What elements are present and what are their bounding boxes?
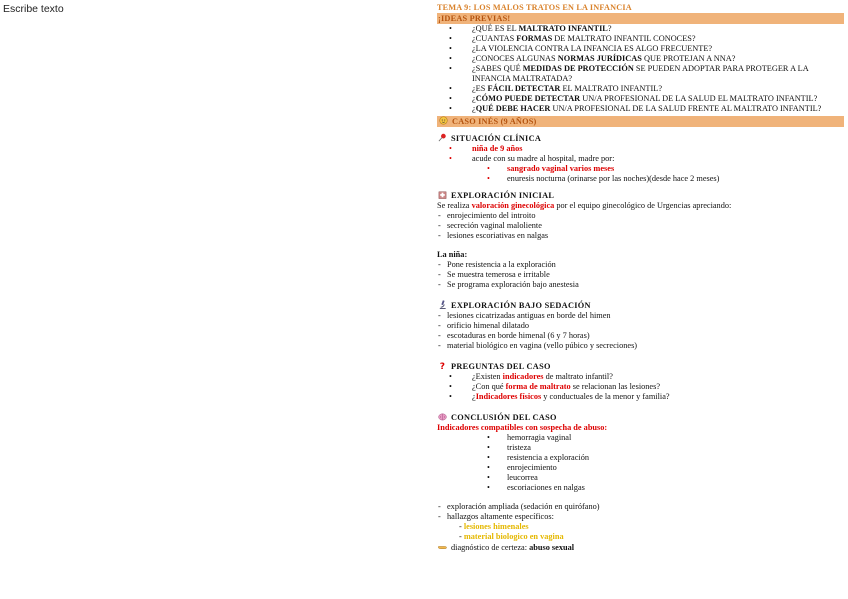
pushpin-icon	[437, 133, 448, 142]
list-item: • enrojecimiento	[437, 463, 844, 473]
list-item: - Se programa exploración bajo anestesia	[437, 280, 844, 290]
list-item: • ¿CÓMO PUEDE DETECTAR UN/A PROFESIONAL DE LA SALUD EL MALTRATO INFANTIL?	[437, 94, 844, 104]
list-item: • ¿QUÉ ES EL MALTRATO INFANTIL?	[437, 24, 844, 34]
list-item: • sangrado vaginal varios meses	[437, 164, 844, 174]
list-item: • ¿LA VIOLENCIA CONTRA LA INFANCIA ES ALGO FRECUENTE?	[437, 44, 844, 54]
gold-line-2: - material biologico en vagina	[459, 532, 564, 541]
list-item: • acude con su madre al hospital, madre por:	[437, 154, 844, 164]
list-item: - lesiones cicatrizadas antiguas en borde del himen	[437, 311, 844, 321]
list-item: • niña de 9 años	[437, 144, 844, 154]
list-item: • escoriaciones en nalgas	[437, 483, 844, 493]
list-item: - exploración ampliada (sedación en quirófano)	[437, 502, 844, 512]
list-item: - escotaduras en borde himenal (6 y 7 horas)	[437, 331, 844, 341]
ideas-list	[437, 24, 844, 114]
gold-line-1: - lesiones himenales	[459, 522, 529, 531]
conclusion-dash-list	[437, 502, 844, 522]
list-item: • ¿Indicadores físicos y conductuales de la menor y familia?	[437, 392, 844, 402]
preguntas-list	[437, 372, 844, 402]
diagnostico-line: diagnóstico de certeza: abuso sexual	[437, 542, 844, 553]
document-title: TEMA 9: LOS MALOS TRATOS EN LA INFANCIA	[437, 3, 632, 12]
list-item: • resistencia a exploración	[437, 453, 844, 463]
list-item: - Pone resistencia a la exploración	[437, 260, 844, 270]
list-item: • ¿SABES QUÉ MEDIDAS DE PROTECCIÓN SE PUEDEN ADOPTAR PARA PROTEGER A LA INFANCIA MALTRATADA?	[437, 64, 844, 84]
list-item: • ¿ES FÁCIL DETECTAR EL MALTRATO INFANTIL?	[437, 84, 844, 94]
nina-list	[437, 260, 844, 290]
exploracion-heading: EXPLORACIÓN INICIAL	[437, 190, 844, 201]
list-item: • tristeza	[437, 443, 844, 453]
list-item: - Se muestra temerosa e irritable	[437, 270, 844, 280]
situacion-list	[437, 144, 844, 164]
situacion-heading: SITUACIÓN CLÍNICA	[437, 133, 844, 144]
list-item: - enrojecimiento del introito	[437, 211, 844, 221]
list-item: • ¿CUANTAS FORMAS DE MALTRATO INFANTIL CONOCES?	[437, 34, 844, 44]
list-item: • enuresis nocturna (orinarse por las noches)(desde hace 2 meses)	[437, 174, 844, 184]
list-item: - material biológico en vagina (vello púbico y secreciones)	[437, 341, 844, 351]
indicadores-line: Indicadores compatibles con sospecha de abuso:	[437, 423, 608, 432]
hospital-icon	[437, 190, 448, 199]
list-item: • ¿QUÉ DEBE HACER UN/A PROFESIONAL DE LA SALUD FRENTE AL MALTRATO INFANTIL?	[437, 104, 844, 114]
question-mark-icon	[437, 361, 448, 370]
list-item: • hemorragia vaginal	[437, 433, 844, 443]
ideas-band: ¡IDEAS PREVIAS!	[437, 13, 844, 24]
preguntas-heading: ? PREGUNTAS DEL CASO	[437, 361, 844, 372]
brain-icon	[437, 412, 448, 421]
list-item: • ¿Existen indicadores de maltrato infantil?	[437, 372, 844, 382]
girl-face-icon	[438, 116, 449, 125]
list-item: - secreción vaginal maloliente	[437, 221, 844, 231]
indicadores-list	[437, 433, 844, 493]
write-text-hint[interactable]: Escribe texto	[3, 3, 64, 15]
list-item: • leucorrea	[437, 473, 844, 483]
nina-heading: La niña:	[437, 250, 468, 259]
list-item: - hallazgos altamente específicos:	[437, 512, 844, 522]
svg-text:?: ?	[439, 362, 446, 370]
pointing-hand-icon	[437, 542, 448, 551]
situacion-sublist	[437, 164, 844, 184]
case-band: CASO INÉS (9 AÑOS)	[437, 116, 844, 127]
microscope-icon	[437, 300, 448, 309]
list-item: - orificio himenal dilatado	[437, 321, 844, 331]
list-item: • ¿Con qué forma de maltrato se relacionan las lesiones?	[437, 382, 844, 392]
exploracion-list	[437, 211, 844, 241]
list-item: • ¿CONOCES ALGUNAS NORMAS JURÍDICAS QUE PROTEJAN A NNA?	[437, 54, 844, 64]
list-item: - lesiones escoriativas en nalgas	[437, 231, 844, 241]
exploracion-intro: Se realiza valoración ginecológica por el equipo ginecológico de Urgencias apreciando:	[437, 201, 732, 210]
sedacion-heading: EXPLORACIÓN BAJO SEDACIÓN	[437, 300, 844, 311]
conclusion-heading: CONCLUSIÓN DEL CASO	[437, 412, 844, 423]
sedacion-list	[437, 311, 844, 351]
document-page	[437, 3, 844, 553]
